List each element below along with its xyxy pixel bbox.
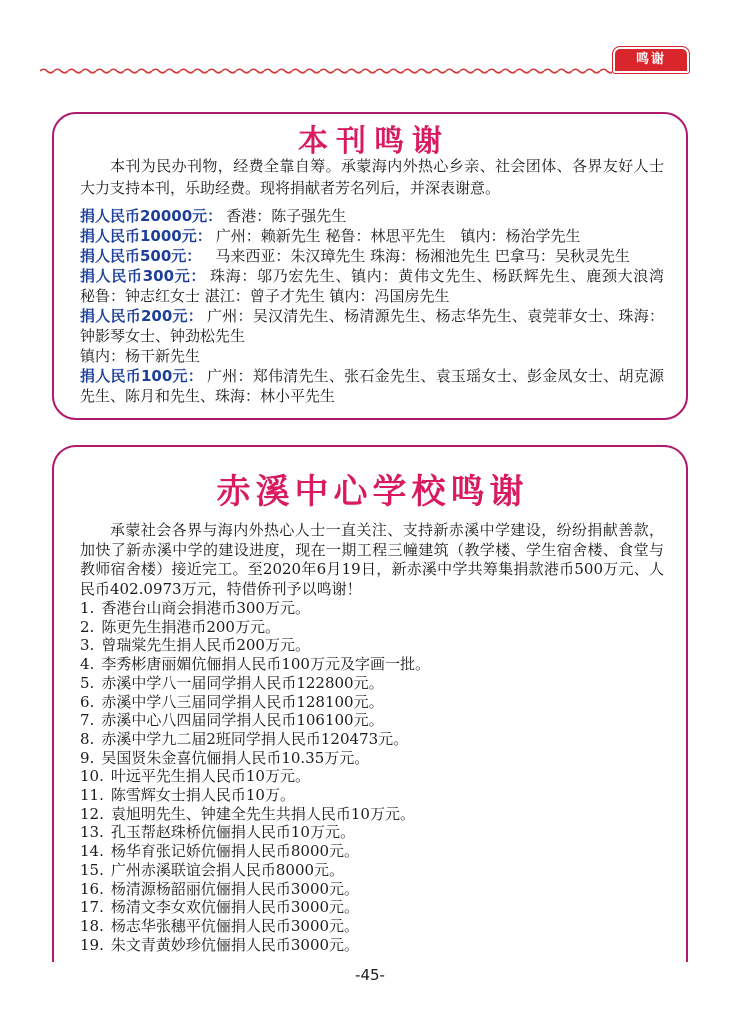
list-item	[80, 599, 664, 618]
item-number: 1.	[80, 599, 95, 617]
list-item	[80, 618, 664, 637]
page-number: -45-	[355, 966, 385, 984]
donation-row	[80, 306, 664, 346]
item-number: 6.	[80, 692, 95, 711]
list-item	[80, 936, 664, 955]
item-text: 香港台山商会捐港币300万元。	[101, 599, 310, 617]
list-item	[80, 767, 664, 786]
list-item	[80, 880, 664, 899]
donation-row	[80, 366, 664, 406]
list-item	[80, 842, 664, 861]
item-text: 杨华育张记娇伉俪捐人民币8000元。	[110, 842, 360, 861]
list-item	[80, 674, 664, 693]
donation-row-continued	[80, 346, 664, 366]
donation-donors: 马来西亚：朱汉璋先生 珠海：杨湘池先生 巴拿马：吴秋灵先生	[215, 247, 630, 265]
item-text: 曾瑞棠先生捐人民币200万元。	[101, 636, 310, 655]
list-item	[80, 917, 664, 936]
item-text: 赤溪中学八三届同学捐人民币128100元。	[101, 692, 384, 711]
donation-amount: 捐人民币20000元：	[80, 207, 223, 225]
item-text: 杨志华张穗平伉俪捐人民币3000元。	[110, 916, 360, 935]
list-item	[80, 636, 664, 655]
item-text: 赤溪中学九二届2班同学捐人民币120473元。	[101, 729, 409, 748]
donation-donors: 珠海：邬乃宏先生、镇内：黄伟文先生、杨跃辉先生、鹿颈大浪湾 秘鲁：钟志红女士 湛江：曾子才先生 镇内：冯国房先生	[80, 267, 680, 305]
list-item	[80, 655, 664, 674]
item-number: 11.	[80, 786, 104, 805]
list-item	[80, 805, 664, 824]
donation-donors: 镇内：杨干新先生	[80, 347, 201, 365]
item-number: 8.	[80, 729, 95, 748]
item-number: 14.	[80, 842, 104, 861]
item-text: 赤溪中心八四届同学捐人民币106100元。	[101, 711, 384, 730]
item-text: 杨清文李女欢伉俪捐人民币3000元。	[110, 898, 360, 917]
list-item	[80, 786, 664, 805]
donation-donors: 香港：陈子强先生	[226, 207, 347, 225]
donation-amount: 捐人民币1000元：	[80, 227, 212, 245]
item-number: 2.	[80, 617, 95, 636]
donation-row	[80, 266, 680, 306]
list-item	[80, 861, 664, 880]
item-number: 10.	[80, 767, 104, 786]
donation-row	[80, 226, 664, 246]
wavy-divider	[40, 66, 612, 76]
magazine-acknowledgement-box	[52, 112, 688, 420]
section1-content	[80, 155, 680, 406]
list-item	[80, 711, 664, 730]
donation-amount: 捐人民币100元：	[80, 367, 203, 385]
item-number: 7.	[80, 711, 95, 730]
item-number: 3.	[80, 636, 95, 655]
item-text: 叶远平先生捐人民币10万元。	[110, 767, 310, 786]
item-text: 赤溪中学八一届同学捐人民币122800元。	[101, 673, 384, 692]
section1-title: 本刊鸣谢	[298, 124, 450, 159]
school-acknowledgement-box	[52, 445, 688, 962]
list-item	[80, 693, 664, 712]
item-text: 陈更先生捐港币200万元。	[101, 617, 280, 636]
item-number: 13.	[80, 823, 104, 842]
section1-intro: 本刊为民办刊物，经费全靠自筹。承蒙海内外热心乡亲、社会团体、各界友好人士大力支持本刊，乐助经费。现将捐献者芳名列后，并深表谢意。	[80, 157, 664, 197]
list-item	[80, 823, 664, 842]
section2-content	[80, 521, 664, 954]
item-text: 广州赤溪联谊会捐人民币8000元。	[110, 860, 345, 879]
item-text: 朱文青黄妙珍伉俪捐人民币3000元。	[110, 935, 360, 954]
donation-row	[80, 206, 664, 226]
donation-list	[80, 599, 664, 954]
item-number: 4.	[80, 655, 95, 674]
section2-title: 赤溪中心学校鸣谢	[216, 472, 529, 512]
item-number: 18.	[80, 916, 104, 935]
item-text: 杨清源杨韶丽伉俪捐人民币3000元。	[110, 879, 360, 898]
item-number: 16.	[80, 879, 104, 898]
donation-donors: 广州：吴汉清先生、杨清源先生、杨志华先生、袁莞菲女士、珠海：钟影琴女士、钟劲松先生	[80, 307, 664, 345]
donation-donors: 广州：赖新先生 秘鲁：林思平先生 镇内：杨治学先生	[215, 227, 581, 245]
section-tab: 鸣谢	[612, 46, 690, 74]
item-number: 9.	[80, 748, 95, 767]
section2-intro: 承蒙社会各界与海内外热心人士一直关注、支持新赤溪中学建设，纷纷捐献善款，加快了新赤溪中学的建设进度，现在一期工程三幢建筑（教学楼、学生宿舍楼、食堂与教师宿舍楼）接近完工。至2020年6月19日，新赤溪中学共筹集捐款港币500万元、人民币402.0973万元，特借侨刊予以鸣谢！	[80, 521, 664, 598]
donation-amount: 捐人民币300元：	[80, 267, 207, 285]
donation-row	[80, 246, 664, 266]
donation-amount: 捐人民币500元：	[80, 247, 202, 265]
donation-amount: 捐人民币200元：	[80, 307, 203, 325]
item-number: 17.	[80, 898, 104, 917]
item-number: 12.	[80, 804, 104, 823]
donation-donors: 广州：郑伟清先生、张石金先生、袁玉瑶女士、彭金凤女士、胡克源先生、陈月和先生、珠海：林小平先生	[80, 367, 664, 405]
item-number: 15.	[80, 860, 104, 879]
item-text: 袁旭明先生、钟建全先生共捐人民币10万元。	[110, 804, 415, 823]
list-item	[80, 749, 664, 768]
list-item	[80, 730, 664, 749]
item-text: 孔玉帮赵珠桥伉俪捐人民币10万元。	[110, 823, 355, 842]
item-text: 陈雪辉女士捐人民币10万。	[110, 786, 295, 805]
item-number: 19.	[80, 935, 104, 954]
list-item	[80, 898, 664, 917]
item-text: 吴国贤朱金喜伉俪捐人民币10.35万元。	[101, 748, 370, 767]
item-text: 李秀彬唐丽媚伉俪捐人民币100万元及字画一批。	[101, 655, 430, 674]
item-number: 5.	[80, 673, 95, 692]
